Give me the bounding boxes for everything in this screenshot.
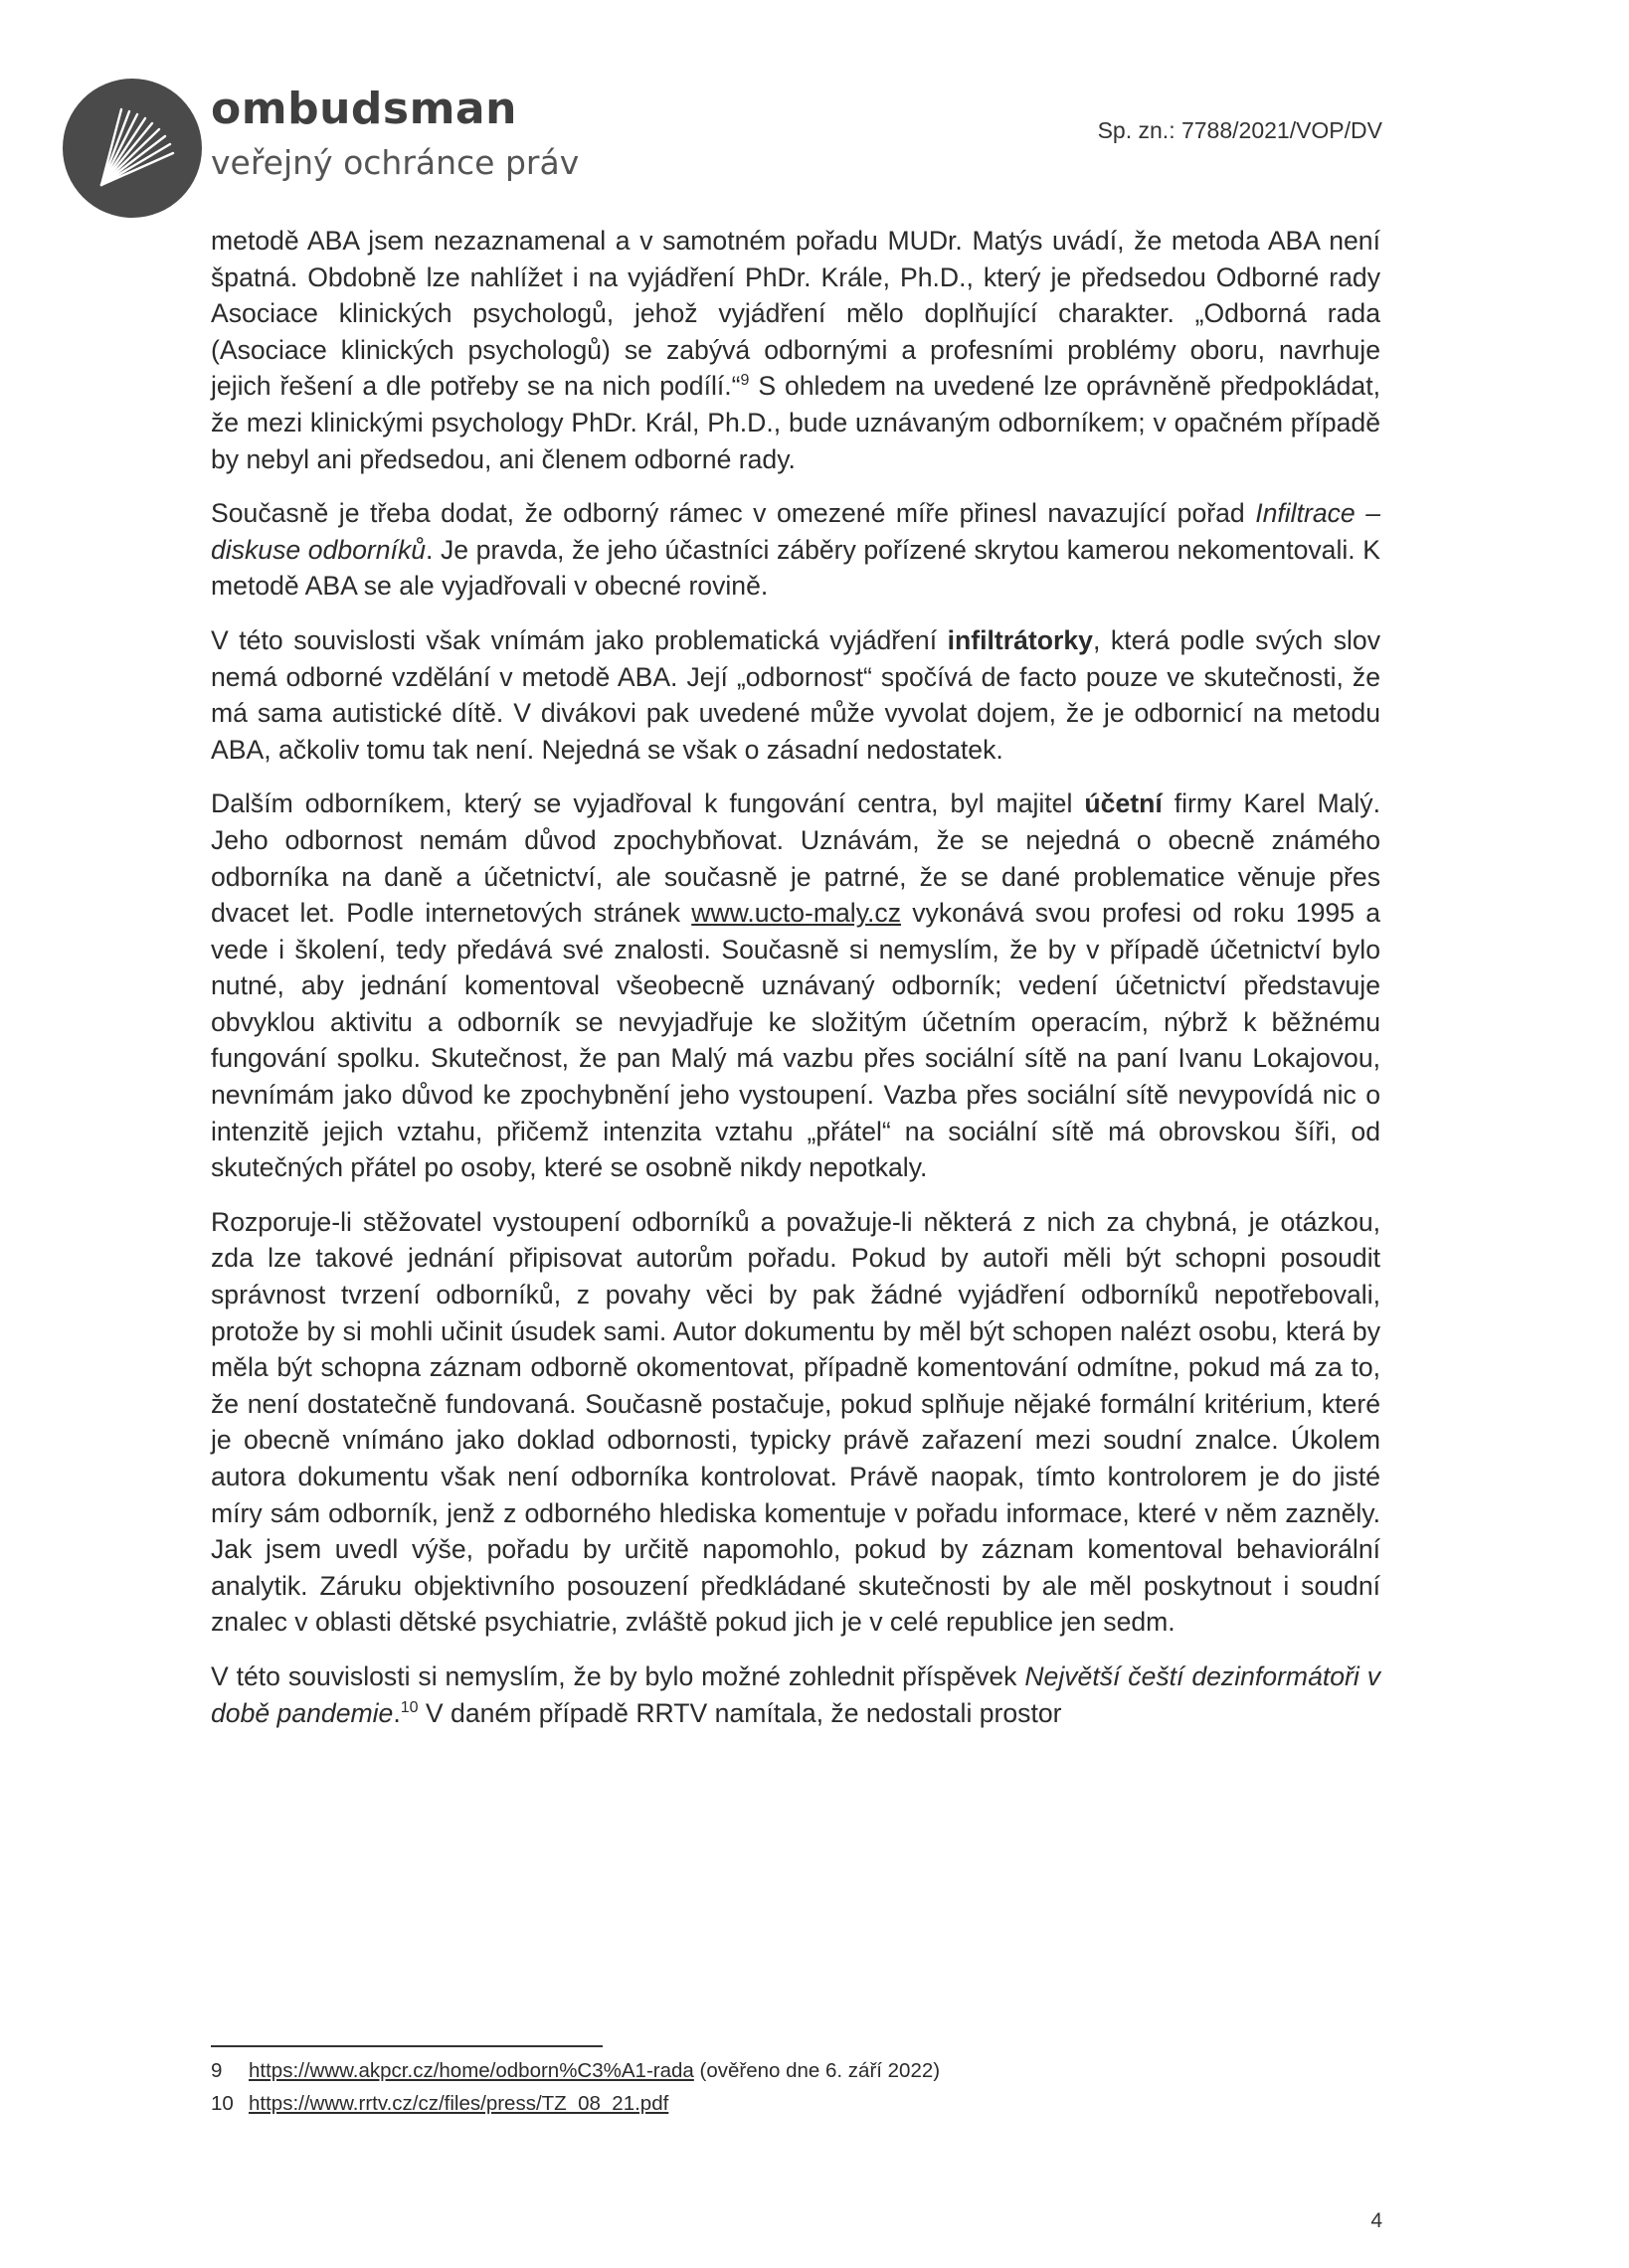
paragraph <box>211 1658 1380 1731</box>
text-segment: Dalším odborníkem, který se vyjadřoval k fungování centra, byl majitel <box>211 788 1085 819</box>
page-number: 4 <box>1370 2209 1382 2232</box>
text-segment: . <box>393 1697 401 1728</box>
text-segment: V daném případě RRTV namítala, že nedostali prostor <box>418 1697 1062 1728</box>
ombudsman-logo-icon <box>62 78 203 219</box>
reference-number: Sp. zn.: 7788/2021/VOP/DV <box>1097 117 1382 143</box>
text-segment: Největší čeští dezinformátoři v době pandemie <box>211 1660 1380 1728</box>
document-body <box>211 223 1380 1749</box>
paragraph <box>211 622 1380 768</box>
footnotes <box>211 2054 1380 2120</box>
footnote-link[interactable]: https://www.akpcr.cz/home/odborn%C3%A1-rada <box>249 2059 694 2082</box>
text-segment: , která podle svých slov nemá odborné vzdělání v metodě ABA. Její „odbornost“ spočívá de facto pouze ve skutečnosti, že má sama autistické dítě. V divákovi pak uvedené může vyvolat dojem, že je odbornicí na metodu ABA, ačkoliv tomu tak není. Nejedná se však o zásadní nedostatek. <box>211 624 1380 765</box>
text-segment: Současně je třeba dodat, že odborný rámec v omezené míře přinesl navazující pořad <box>211 498 1256 529</box>
paragraph <box>211 223 1380 477</box>
paragraph <box>211 1204 1380 1641</box>
text-segment: Infiltrace – diskuse odborníků <box>211 498 1381 565</box>
footnote-number: 10 <box>211 2092 234 2115</box>
logo-name: ombudsman <box>211 84 517 134</box>
text-segment: . Je pravda, že jeho účastníci záběry pořízené skrytou kamerou nekomentovali. K metodě ABA se ale vyjadřovali v obecné rovině. <box>211 534 1380 602</box>
footnote <box>211 2054 1380 2087</box>
paragraph <box>211 495 1380 605</box>
footnote-divider <box>211 2045 603 2047</box>
text-segment: metodě ABA jsem nezaznamenal a v samotném pořadu MUDr. Matýs uvádí, že metoda ABA není špatná. Obdobně lze nahlížet i na vyjádření PhDr. Krále, Ph.D., který je předsedou Odborné rady Asociace klinických psychologů, jehož vyjádření mělo doplňující charakter. „Odborná rada (Asociace klinických psychologů) se zabývá odbornými a profesními problémy oboru, navrhuje jejich řešení a dle potřeby se na nich podílí.“ <box>211 226 1380 402</box>
text-segment: V této souvislosti však vnímám jako problematická vyjádření <box>211 624 948 655</box>
logo-subtitle: veřejný ochránce práv <box>211 143 580 182</box>
footnote-note: (ověřeno dne 6. září 2022) <box>693 2059 941 2082</box>
text-segment: infiltrátorky <box>947 624 1093 655</box>
text-segment: vykonává svou profesi od roku 1995 a vede i školení, tedy předává své znalosti. Současně si nemyslím, že by v případě účetnictví bylo nutné, aby jednání komentoval všeobecně uznávaný odborník; vedení účetnictví představuje obvyklou aktivitu a odborník se nevyjadřuje ke složitým účetním operacím, nýbrž k běžnému fungování spolku. Skutečnost, že pan Malý má vazbu přes sociální sítě na paní Ivanu Lokajovou, nevnímám jako důvod ke zpochybnění jeho vystoupení. Vazba přes sociální sítě nevypovídá nic o intenzitě jejich vztahu, přičemž intenzita vztahu „přátel“ na sociální sítě má obrovskou šíři, od skutečných přátel po osoby, které se osobně nikdy nepotkaly. <box>211 898 1381 1183</box>
text-segment: V této souvislosti si nemyslím, že by bylo možné zohlednit příspěvek <box>211 1660 1025 1691</box>
text-segment: S ohledem na uvedené lze oprávněně předpokládat, že mezi klinickými psychology PhDr. Král, Ph.D., bude uznávaným odborníkem; v opačném případě by nebyl ani předsedou, ani členem odborné rady. <box>211 371 1380 474</box>
footnote-link[interactable]: https://www.rrtv.cz/cz/files/press/TZ_08_21.pdf <box>249 2092 669 2115</box>
text-segment: účetní <box>1084 788 1163 819</box>
website-link[interactable]: www.ucto-maly.cz <box>691 898 902 929</box>
footnote-reference: 9 <box>740 372 750 390</box>
footnote <box>211 2087 1380 2120</box>
text-segment: Rozporuje-li stěžovatel vystoupení odborníků a považuje-li některá z nich za chybná, je otázkou, zda lze takové jednání připisovat autorům pořadu. Pokud by autoři měli být schopni posoudit správnost tvrzení odborníků, z povahy věci by pak žádné vyjádření odborníků nepotřebovali, protože by si mohli učinit úsudek sami. Autor dokumentu by měl být schopen nalézt osobu, která by měla být schopna záznam odborně okomentovat, případně komentování odmítne, pokud má za to, že není dostatečně fundovaná. Současně postačuje, pokud splňuje nějaké formální kritérium, které je obecně vnímáno jako doklad odbornosti, typicky právě zařazení mezi soudní znalce. Úkolem autora dokumentu však není odborníka kontrolovat. Právě naopak, tímto kontrolorem je do jisté míry sám odborník, jenž z odborného hlediska komentuje v pořadu informace, které v něm zazněly. Jak jsem uvedl výše, pořadu by určitě napomohlo, pokud by záznam komentoval behaviorální analytik. Záruku objektivního posouzení předkládané skutečnosti by ale měl poskytnout i soudní znalec v oblasti dětské psychiatrie, zvláště pokud jich je v celé republice jen sedm. <box>211 1206 1380 1638</box>
paragraph <box>211 785 1380 1186</box>
text-segment: firmy Karel Malý. Jeho odbornost nemám důvod zpochybňovat. Uznávám, že se nejedná o obecně známého odborníka na daně a účetnictví, ale současně je patrné, že se dané problematice věnuje přes dvacet let. Podle internetových stránek <box>211 788 1380 929</box>
footnote-number: 9 <box>211 2059 223 2082</box>
footnote-reference: 10 <box>400 1698 419 1716</box>
